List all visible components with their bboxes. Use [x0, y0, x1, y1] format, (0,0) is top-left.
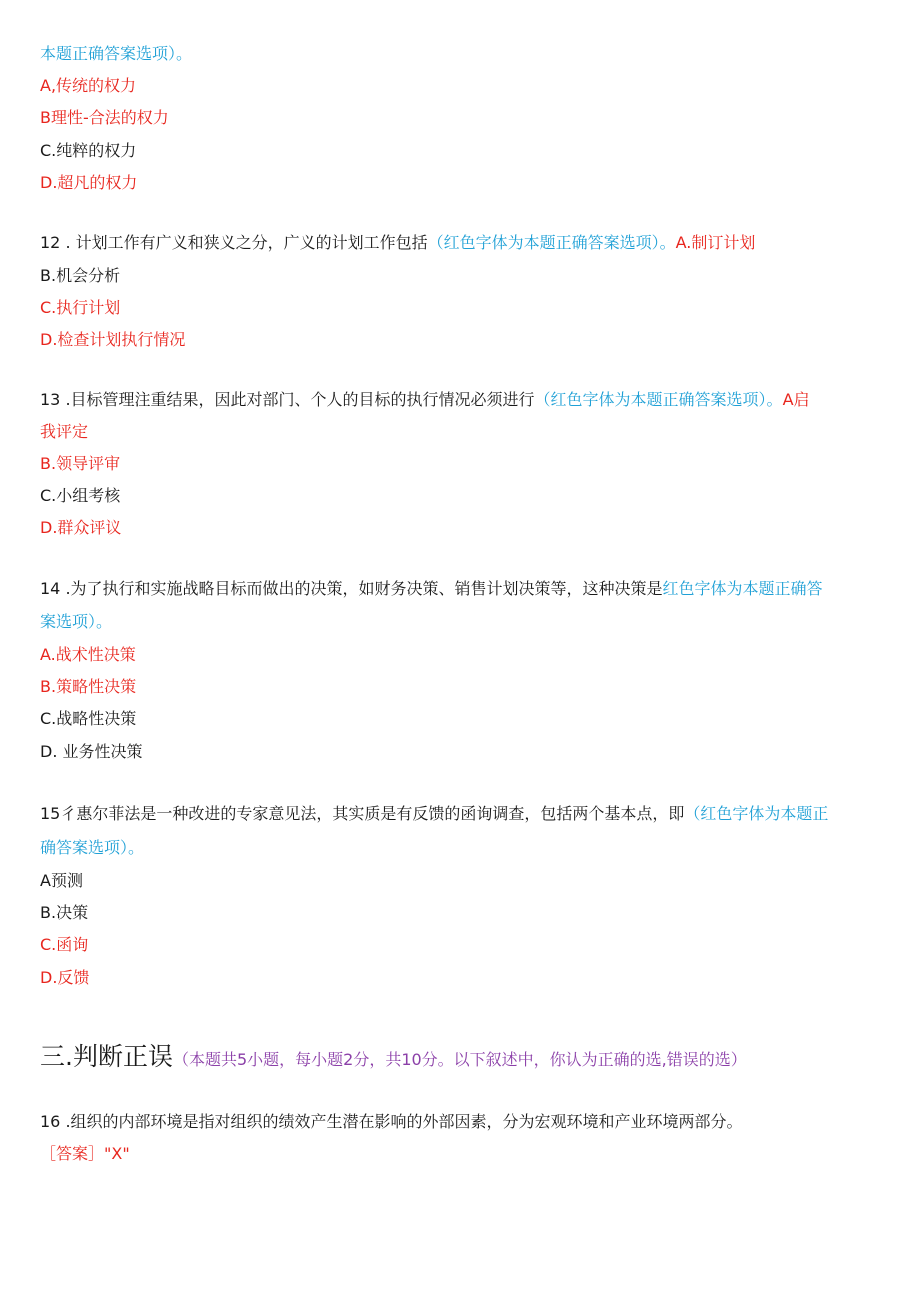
q15-option-a: A预测 — [40, 871, 83, 890]
q13-stem-line — [40, 390, 810, 410]
section3-heading — [40, 1042, 747, 1075]
q12-option-b: B.机会分析 — [40, 266, 121, 285]
q15-option-d: D.反馈 — [40, 968, 90, 987]
q11-stem-tail: 本题正确答案选项）。 — [40, 44, 193, 63]
q13-hint: （红色字体为本题正确答案选项）。 — [534, 390, 783, 409]
q14-option-a: A.战术性决策 — [40, 645, 136, 664]
q12-hint: （红色字体为本题正确答案选项）。 — [427, 233, 676, 252]
q12-option-d: D.检查计划执行情况 — [40, 330, 186, 349]
q13-stem: 13 .目标管理注重结果，因此对部门、个人的目标的执行情况必须进行 — [40, 390, 535, 409]
q11-option-d: D.超凡的权力 — [40, 173, 138, 192]
section3-title: 三.判断正误 — [40, 1042, 173, 1071]
q14-hint-cont: 案选项）。 — [40, 612, 113, 631]
q14-stem-line — [40, 579, 823, 599]
q14-hint: 红色字体为本题正确答 — [662, 579, 823, 598]
q11-option-b: B理性-合法的权力 — [40, 108, 169, 127]
q13-option-a: A启 — [782, 390, 810, 409]
q13-option-c: C.小组考核 — [40, 486, 121, 505]
q14-stem: 14 .为了执行和实施战略目标而做出的决策，如财务决策、销售计划决策等，这种决策是 — [40, 579, 663, 598]
q12-option-c: C.执行计划 — [40, 298, 121, 317]
q12-stem: 12 . 计划工作有广义和狭义之分，广义的计划工作包括 — [40, 233, 428, 252]
q16-answer-label: ［答案］ — [40, 1144, 105, 1163]
q16-stem: 16 .组织的内部环境是指对组织的绩效产生潜在影响的外部因素，分为宏观环境和产业环境两部分。 — [40, 1112, 743, 1131]
q11-option-c: C.纯粹的权力 — [40, 141, 137, 160]
q15-hint-cont: 确答案选项）。 — [40, 838, 145, 857]
q14-option-d: D. 业务性决策 — [40, 742, 143, 761]
q15-hint: （红色字体为本题正 — [684, 804, 829, 823]
q13-option-b: B.领导评审 — [40, 454, 121, 473]
q15-stem-line — [40, 804, 828, 824]
q16-answer — [40, 1144, 130, 1164]
q16-answer-value: "X" — [104, 1144, 130, 1163]
q14-option-c: C.战略性决策 — [40, 709, 137, 728]
q12-option-a: A.制订计划 — [675, 233, 756, 252]
q11-option-a: A,传统的权力 — [40, 76, 137, 95]
section3-note: （本题共5小题，每小题2分，共10分。以下叙述中，你认为正确的选,错误的选） — [172, 1050, 747, 1069]
q15-option-b: B.决策 — [40, 903, 89, 922]
q12-stem-line — [40, 233, 755, 253]
q14-option-b: B.策略性决策 — [40, 677, 137, 696]
q13-option-d: D.群众评议 — [40, 518, 122, 537]
q13-option-a-cont: 我评定 — [40, 422, 89, 441]
q15-stem: 15彳惠尔菲法是一种改进的专家意见法，其实质是有反馈的函询调查，包括两个基本点，即 — [40, 804, 685, 823]
q15-option-c: C.函询 — [40, 935, 89, 954]
